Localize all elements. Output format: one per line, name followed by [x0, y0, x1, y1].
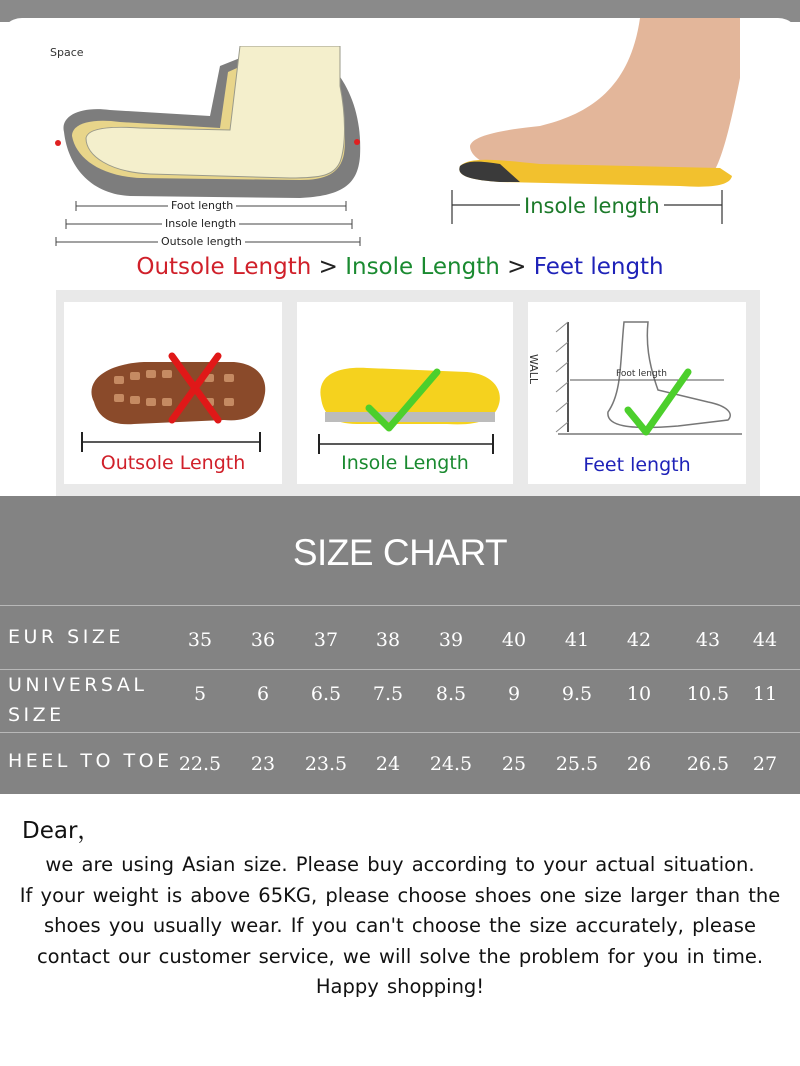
size-cell: 41 [564, 629, 590, 651]
size-cell: 27 [752, 753, 778, 775]
measurement-panels [56, 290, 760, 496]
notice-line: contact our customer service, we will solve the problem for you in time. [36, 944, 764, 968]
space-label: Space [50, 46, 84, 59]
size-cell: 37 [313, 629, 339, 651]
size-cell: 26 [626, 753, 652, 775]
size-cell: 23.5 [304, 753, 348, 775]
greeting: Dear， [22, 818, 101, 844]
feet-length-text: Feet length [533, 254, 664, 280]
size-cell: 5 [193, 683, 207, 705]
size-cell: 25.5 [555, 753, 599, 775]
size-chart-title: SIZE CHART [292, 532, 508, 573]
size-cell: 24 [375, 753, 401, 775]
size-cell: 8.5 [435, 683, 467, 705]
row-label: HEEL TO TOE [8, 750, 173, 772]
size-cell: 11 [752, 683, 778, 705]
size-cell: 36 [250, 629, 276, 651]
outsole-panel-label: Outsole Length [100, 452, 246, 474]
feet-panel-label: Feet length [583, 454, 691, 476]
notice-line: shoes you usually wear. If you can't choose the size accurately, please [44, 914, 756, 937]
divider [0, 732, 800, 733]
size-cell: 40 [501, 629, 527, 651]
divider [0, 605, 800, 606]
back-point-marker [354, 139, 360, 145]
feet-panel [528, 302, 746, 484]
photo-insole-length-label: Insole length [520, 194, 664, 218]
size-cell: 9 [507, 683, 521, 705]
row-label: SIZE [8, 704, 65, 726]
foot-on-insole-photo [440, 18, 740, 248]
insole-panel-label: Insole Length [341, 452, 469, 474]
size-cell: 7.5 [372, 683, 404, 705]
size-cell: 9.5 [561, 683, 593, 705]
shoe-cross-section-illustration [50, 46, 370, 246]
notice-message [10, 850, 790, 1003]
size-cell: 6 [256, 683, 270, 705]
foot-length-caption: Foot length [616, 369, 667, 379]
size-cell: 10.5 [686, 683, 730, 705]
size-cell: 38 [375, 629, 401, 651]
size-cell: 43 [695, 629, 721, 651]
insole-panel [297, 302, 513, 484]
insole-length-text: Insole Length [345, 254, 500, 280]
size-cell: 44 [752, 629, 778, 651]
foot-length-label: Foot length [168, 199, 236, 212]
size-cell: 42 [626, 629, 652, 651]
notice-line: we are using Asian size. Please buy according to your actual situation. [45, 853, 755, 876]
size-cell: 25 [501, 753, 527, 775]
shoe-cross-section-diagram [50, 46, 370, 246]
check-icon [628, 372, 688, 432]
wall-label: WALL [528, 354, 540, 385]
size-cell: 22.5 [178, 753, 222, 775]
length-comparison [0, 254, 800, 280]
notice-line: Happy shopping! [315, 975, 485, 998]
size-cell: 24.5 [429, 753, 473, 775]
outsole-length-text: Outsole Length [136, 254, 312, 280]
insole-length-label: Insole length [162, 217, 239, 230]
size-cell: 6.5 [310, 683, 342, 705]
size-cell: 26.5 [686, 753, 730, 775]
outsole-length-label: Outsole length [158, 235, 245, 248]
size-chart [0, 496, 800, 794]
size-cell: 23 [250, 753, 276, 775]
row-label: UNIVERSAL [8, 674, 148, 696]
greater-than-sign: > [499, 254, 534, 280]
front-point-marker [55, 140, 61, 146]
measurement-guide-card [0, 18, 800, 496]
size-cell: 10 [626, 683, 652, 705]
row-label: EUR SIZE [8, 626, 124, 648]
notice-line: If your weight is above 65KG, please choose shoes one size larger than the [19, 883, 781, 907]
outsole-panel [64, 302, 282, 484]
size-cell: 39 [438, 629, 464, 651]
size-cell: 35 [187, 629, 213, 651]
greater-than-sign: > [311, 254, 346, 280]
